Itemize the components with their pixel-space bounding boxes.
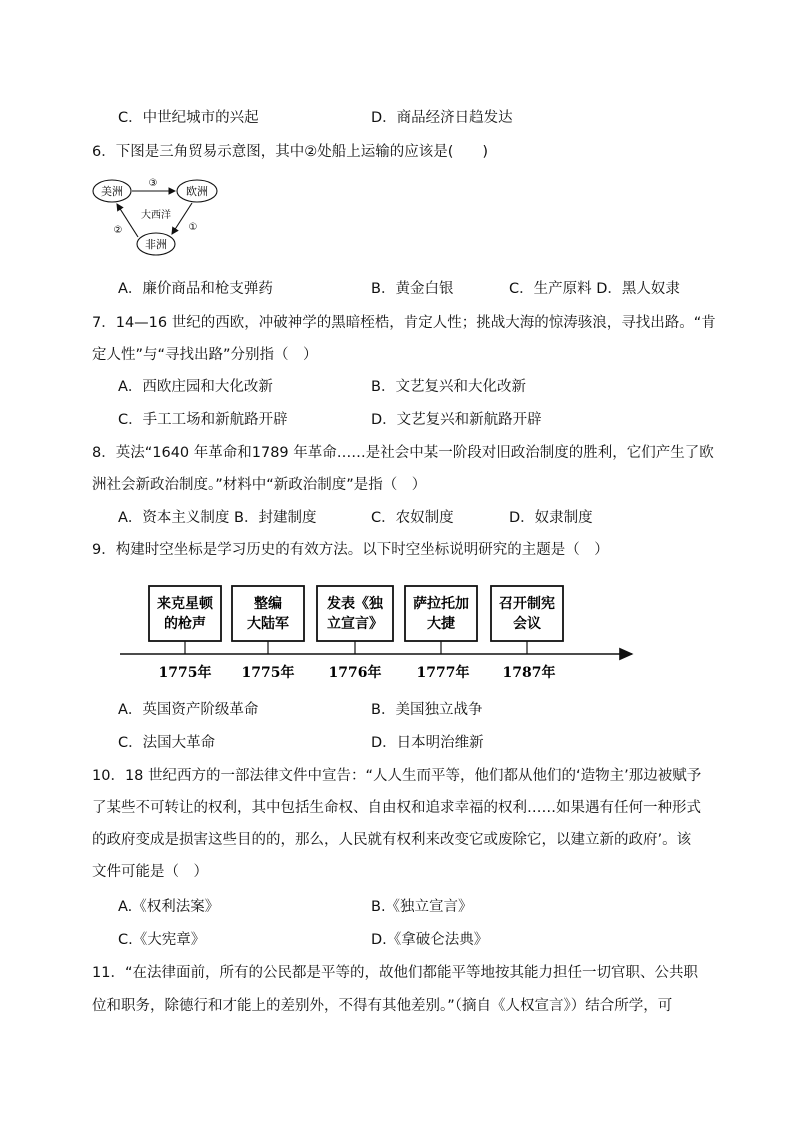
q6-option-b: B．黄金白银: [371, 281, 454, 297]
q8-option-ab: A．资本主义制度 B．封建制度: [118, 510, 317, 526]
q7-stem-line1: 7．14—16 世纪的西欧，冲破神学的黑暗桎梏，肯定人性；挑战大海的惊涛骇浪，寻找出路。“肯: [92, 315, 716, 331]
timeline-event-text: 整编: [254, 596, 282, 612]
q10-stem-line1: 10．18 世纪西方的一部法律文件中宣告：“人人生而平等，他们都从他们的‘造物主’那边被赋予: [92, 768, 702, 784]
q6-option-cd: C．生产原料 D．黑人奴隶: [509, 281, 680, 297]
q7-stem-line2: 定人性”与“寻找出路”分别指（ ）: [92, 347, 318, 363]
timeline-diagram: [118, 578, 638, 688]
q9-option-a: A．英国资产阶级革命: [118, 702, 259, 718]
q5-option-c: C．中世纪城市的兴起: [118, 110, 259, 126]
node-europe-label: 欧洲: [186, 185, 208, 198]
q10-option-a: A.《权利法案》: [118, 899, 220, 915]
timeline-event-text: 的枪声: [164, 616, 206, 632]
q8-option-d: D．奴隶制度: [509, 510, 593, 526]
q10-option-d: D.《拿破仑法典》: [371, 932, 489, 948]
q7-option-d: D．文艺复兴和新航路开辟: [371, 412, 542, 428]
timeline-event-text: 发表《独: [327, 596, 383, 612]
timeline-event-text: 召开制宪: [499, 596, 555, 612]
q7-option-b: B．文艺复兴和大化改新: [371, 379, 526, 395]
timeline-event-text: 萨拉托加: [413, 596, 469, 612]
triangular-trade-diagram: [92, 174, 224, 258]
q10-option-b: B.《独立宣言》: [371, 899, 473, 915]
arrow-2-label: ②: [113, 225, 123, 236]
q9-option-b: B．美国独立战争: [371, 702, 483, 718]
timeline-event-box: [232, 586, 304, 641]
ocean-label: 大西洋: [141, 210, 171, 221]
q8-option-c: C．农奴制度: [371, 510, 454, 526]
timeline-event-box: [405, 586, 477, 641]
q8-stem-line1: 8．英法“1640 年革命和1789 年革命……是社会中某一阶段对旧政治制度的胜利，它们产生了欧: [92, 445, 714, 461]
node-america-label: 美洲: [101, 185, 123, 198]
timeline-event-text: 会议: [513, 616, 541, 632]
q11-stem-line1: 11．“在法律面前，所有的公民都是平等的，故他们都能平等地按其能力担任一切官职、公共职: [92, 965, 698, 981]
timeline-year: 1776年: [328, 665, 382, 681]
timeline-event-box: [317, 586, 393, 641]
q9-option-d: D．日本明治维新: [371, 735, 484, 751]
q10-stem-line4: 文件可能是（ ）: [92, 864, 208, 880]
q6-stem: 6．下图是三角贸易示意图，其中②处船上运输的应该是( ): [92, 144, 489, 160]
arrow-3-label: ③: [148, 178, 158, 189]
q11-stem-line2: 位和职务，除德行和才能上的差别外，不得有其他差别。”（摘自《人权宣言》）结合所学，可: [92, 998, 673, 1014]
timeline-event-box: [491, 586, 563, 641]
timeline-year: 1775年: [241, 665, 295, 681]
timeline-event-box: [149, 586, 221, 641]
timeline-event-text: 大捷: [427, 616, 455, 632]
q5-option-d: D．商品经济日趋发达: [371, 110, 513, 126]
timeline-event-text: 来克星顿: [157, 596, 213, 612]
q7-option-c: C．手工工场和新航路开辟: [118, 412, 288, 428]
arrow-1-label: ①: [188, 222, 198, 233]
timeline-year: 1787年: [502, 665, 556, 681]
q6-option-a: A．廉价商品和枪支弹药: [118, 281, 273, 297]
timeline-event-text: 大陆军: [247, 616, 289, 632]
q9-option-c: C．法国大革命: [118, 735, 216, 751]
node-africa-label: 非洲: [145, 238, 167, 251]
q10-option-c: C.《大宪章》: [118, 932, 206, 948]
q9-stem: 9．构建时空坐标是学习历史的有效方法。以下时空坐标说明研究的主题是（ ）: [92, 542, 609, 558]
timeline-year: 1775年: [158, 665, 212, 681]
timeline-event-text: 立宣言》: [327, 616, 383, 632]
q10-stem-line2: 了某些不可转让的权利，其中包括生命权、自由权和追求幸福的权利……如果遇有任何一种形式: [92, 800, 701, 816]
timeline-year: 1777年: [416, 665, 470, 681]
q7-option-a: A．西欧庄园和大化改新: [118, 379, 273, 395]
q8-stem-line2: 洲社会新政治制度。”材料中“新政治制度”是指（ ）: [92, 477, 427, 493]
q10-stem-line3: 的政府变成是损害这些目的的，那么，人民就有权利来改变它或废除它，以建立新的政府’。该: [92, 832, 692, 848]
